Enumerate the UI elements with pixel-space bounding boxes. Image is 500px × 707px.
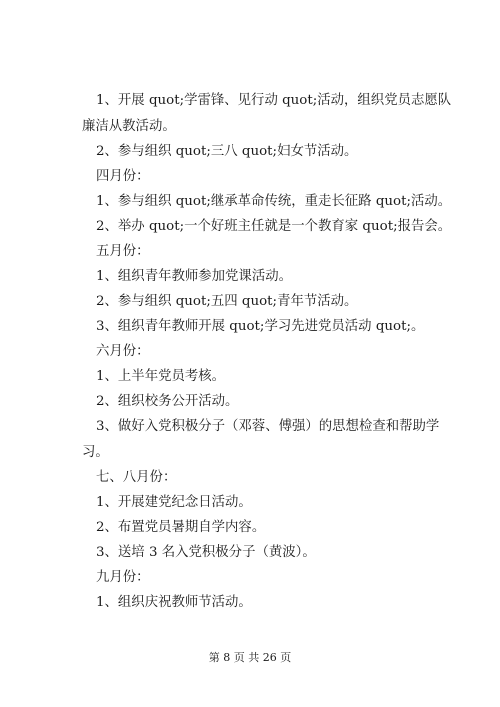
paragraph-line: 五月份：: [96, 244, 150, 259]
page-footer: 第 8 页 共 26 页: [208, 651, 292, 664]
paragraph-line: 廉洁从教活动。: [82, 119, 176, 134]
paragraph-line: 2、布置党员暑期自学内容。: [96, 520, 266, 535]
paragraph-line: 1、组织庆祝教师节活动。: [96, 595, 252, 610]
paragraph-line: 1、参与组织 quot;继承革命传统，重走长征路 quot;活动。: [96, 194, 452, 209]
paragraph: [82, 519, 452, 536]
paragraph: [82, 293, 452, 310]
paragraph: [82, 143, 452, 160]
paragraph-line: 2、组织校务公开活动。: [96, 394, 239, 409]
paragraph: [82, 494, 452, 511]
paragraph-line: 四月份：: [96, 169, 150, 184]
paragraph-line: 七、八月份：: [96, 470, 177, 485]
paragraph-line: 1、开展 quot;学雷锋、见行动 quot;活动，组织党员志愿队: [96, 93, 452, 108]
paragraph: [82, 318, 452, 335]
paragraph-line: 六月份：: [96, 344, 150, 359]
paragraph: [82, 418, 452, 461]
paragraph-line: 1、组织青年教师参加党课活动。: [96, 269, 292, 284]
paragraph: [82, 218, 452, 235]
paragraph: [82, 343, 452, 360]
paragraph-line: 3、做好入党积极分子（邓蓉、傅强）的思想检查和帮助学: [96, 419, 440, 434]
paragraph-line: 1、开展建党纪念日活动。: [96, 495, 252, 510]
document-body: [82, 92, 452, 619]
paragraph-line: 九月份：: [96, 570, 150, 585]
paragraph: [82, 569, 452, 586]
paragraph: [82, 243, 452, 260]
paragraph-line: 1、上半年党员考核。: [96, 369, 226, 384]
paragraph: [82, 368, 452, 385]
paragraph: [82, 544, 452, 561]
paragraph: [82, 393, 452, 410]
paragraph-line: 习。: [82, 445, 109, 460]
paragraph-line: 3、送培 3 名入党积极分子（黄波）。: [96, 545, 316, 560]
paragraph: [82, 469, 452, 486]
paragraph-line: 2、参与组织 quot;五四 quot;青年节活动。: [96, 294, 358, 309]
paragraph: [82, 268, 452, 285]
paragraph: [82, 193, 452, 210]
paragraph: [82, 594, 452, 611]
paragraph-line: 3、组织青年教师开展 quot;学习先进党员活动 quot;。: [96, 319, 425, 334]
paragraph: [82, 168, 452, 185]
paragraph: [82, 92, 452, 135]
paragraph-line: 2、举办 quot;一个好班主任就是一个教育家 quot;报告会。: [96, 219, 452, 234]
paragraph-line: 2、参与组织 quot;三八 quot;妇女节活动。: [96, 144, 358, 159]
